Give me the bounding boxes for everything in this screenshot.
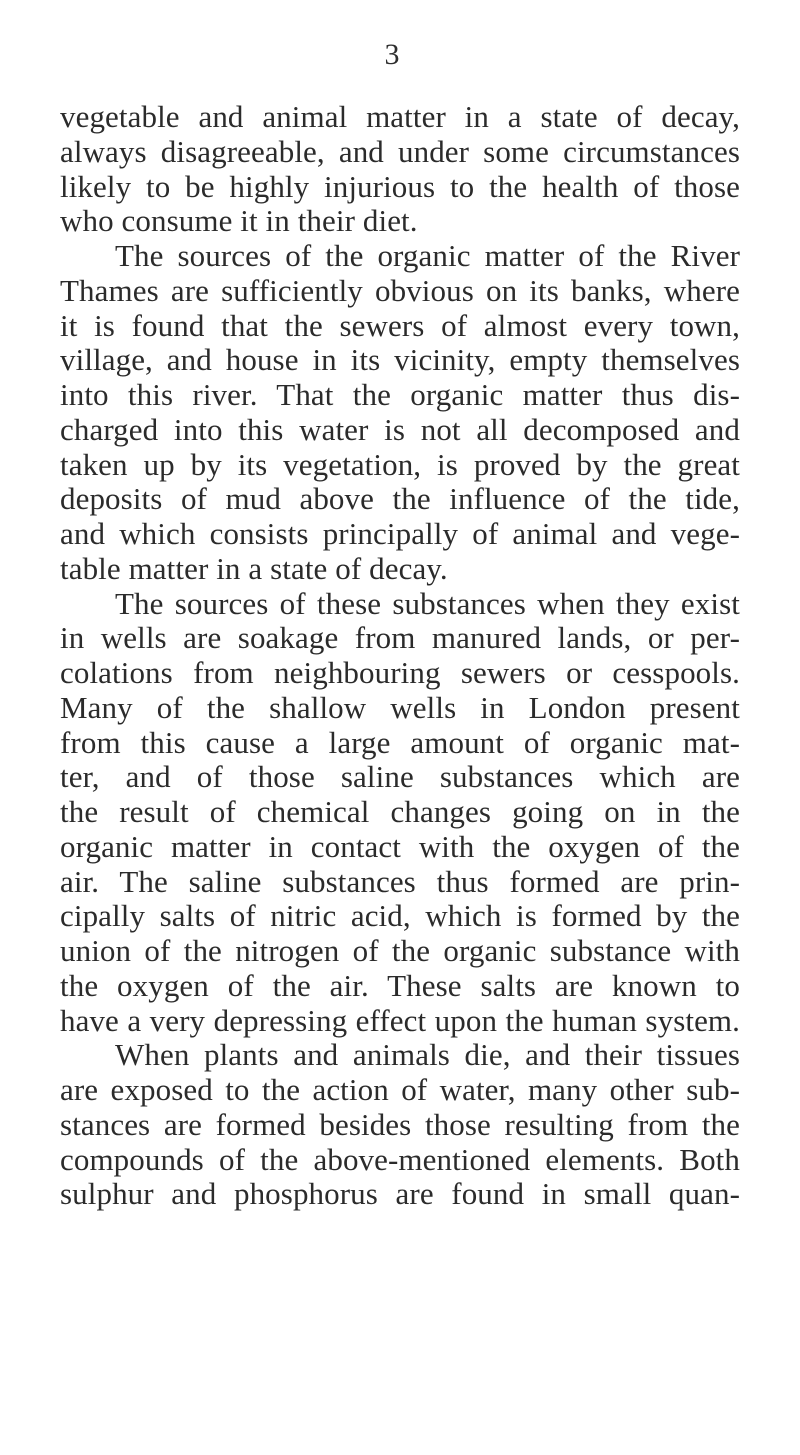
paragraph-start-line: The sources of the organic matter of the River [115,238,740,273]
text-line: Many of the shallow wells in London present [60,689,740,725]
text-line: the oxygen of the air. These salts are known to [60,967,740,1003]
text-line: air. The saline substances thus formed are prin- [60,863,740,899]
page-number: 3 [384,38,400,71]
paragraph-start-line: The sources of these substances when they exist [115,585,740,621]
text-line: the result of chemical changes going on in the [60,794,740,829]
text-line: village, and house in its vicinity, empty themselves [60,342,740,378]
text-line: stances are formed besides those resulting from the [60,1106,740,1142]
text-line: who consume it in their diet. [60,203,418,239]
text-line: likely to be highly injurious to the health of those [60,168,740,204]
text-line: charged into this water is not all decomposed and [60,411,740,447]
text-line: always disagreeable, and under some circumstances [60,133,740,169]
text-line: have a very depressing effect upon the human system. [60,1002,740,1038]
text-line: table matter in a state of decay. [60,550,448,586]
text-line: taken up by its vegetation, is proved by the great [60,446,740,482]
text-line: compounds of the above-mentioned elements. Both [60,1141,740,1177]
text-line: into this river. That the organic matter thus dis- [60,377,740,412]
text-line: organic matter in contact with the oxygen of the [60,828,740,864]
text-line: cipally salts of nitric acid, which is formed by the [60,898,740,934]
text-line: sulphur and phosphorus are found in small quan- [60,1176,740,1212]
text-line: ter, and of those saline substances which are [60,759,740,795]
body-text [60,100,740,1212]
paragraph-start-line: When plants and animals die, and their tissues [115,1037,740,1073]
text-line: it is found that the sewers of almost every town, [60,307,740,343]
text-line: in wells are soakage from manured lands, or per- [60,620,740,656]
text-line: from this cause a large amount of organic mat- [60,724,740,760]
text-line: vegetable and animal matter in a state of decay, [60,99,740,134]
text-line: colations from neighbouring sewers or cesspools. [60,655,740,690]
text-line: Thames are sufficiently obvious on its banks, where [60,272,740,308]
text-line: are exposed to the action of water, many other sub- [60,1072,740,1107]
text-line: and which consists principally of animal and vege- [60,516,740,551]
text-line: deposits of mud above the influence of the tide, [60,481,740,517]
text-line: union of the nitrogen of the organic substance with [60,933,740,968]
